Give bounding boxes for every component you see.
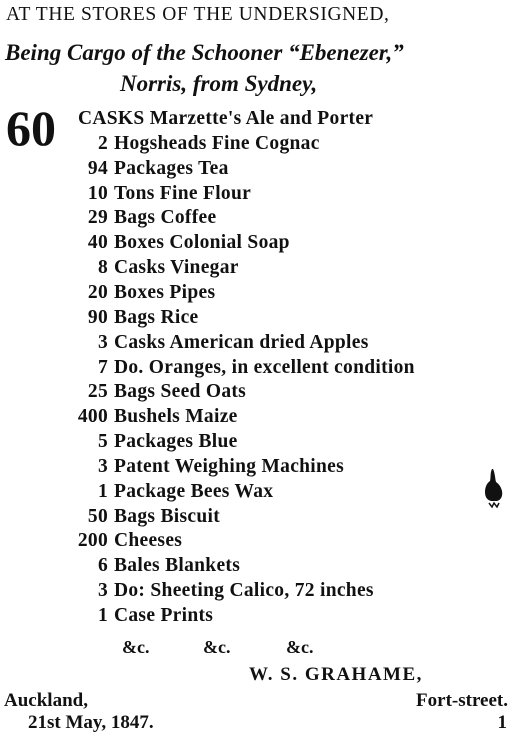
list-item — [97, 555, 241, 580]
list-item — [78, 108, 373, 133]
item-quantity: 2 — [97, 132, 108, 154]
item-description: Casks Vinegar — [114, 257, 239, 279]
item-quantity: 1 — [97, 480, 108, 502]
item-quantity: 3 — [97, 331, 108, 353]
list-item — [97, 580, 374, 605]
item-quantity: 40 — [87, 232, 108, 254]
item-quantity: 3 — [97, 455, 108, 477]
item-quantity: 90 — [87, 306, 108, 328]
etc-1: &c. — [122, 637, 150, 657]
etc-2: &c. — [203, 637, 231, 657]
signer: W. S. GRAHAME, — [249, 664, 423, 685]
item-description: Do. Oranges, in excellent condition — [114, 356, 415, 378]
item-description: Packages Blue — [114, 431, 238, 453]
item-description: Packages Tea — [114, 157, 229, 179]
item-description: Boxes Pipes — [114, 281, 216, 303]
item-description: Bales Blankets — [114, 555, 241, 577]
list-item — [87, 207, 217, 232]
item-description: Patent Weighing Machines — [114, 455, 345, 477]
item-quantity: 5 — [97, 431, 108, 453]
item-description: CASKS Marzette's Ale and Porter — [78, 108, 374, 129]
list-item — [87, 182, 252, 208]
item-quantity: 94 — [87, 157, 108, 179]
item-quantity: 1 — [97, 605, 108, 626]
item-description: Hogsheads Fine Cognac — [114, 132, 320, 154]
list-item — [97, 455, 345, 481]
item-quantity: 50 — [87, 505, 108, 527]
item-quantity: 20 — [87, 281, 108, 303]
list-item — [87, 505, 220, 531]
date: 21st May, 1847. — [28, 712, 154, 733]
item-description: Bushels Maize — [114, 406, 238, 428]
item-quantity: 8 — [97, 257, 108, 279]
headline: AT THE STORES OF THE UNDERSIGNED, — [6, 4, 390, 25]
list-item — [97, 331, 369, 357]
item-quantity: 7 — [97, 356, 108, 378]
item-quantity: 29 — [87, 207, 108, 229]
list-item — [97, 132, 320, 158]
subheading-line2: Norris, from Sydney, — [120, 71, 318, 96]
item-quantity: 400 — [77, 406, 108, 428]
list-item — [87, 232, 290, 257]
item-description: Bags Biscuit — [114, 505, 220, 527]
list-item — [97, 480, 274, 506]
item-description: Bags Seed Oats — [114, 381, 247, 403]
list-item — [77, 530, 183, 555]
item-description: Casks American dried Apples — [114, 331, 369, 353]
item-description: Do: Sheeting Calico, 72 inches — [114, 580, 374, 602]
item-description: Boxes Colonial Soap — [114, 232, 290, 254]
lead-quantity: 60 — [6, 100, 56, 156]
page-mark: 1 — [497, 712, 507, 733]
list-item — [97, 356, 415, 382]
item-quantity: 25 — [87, 381, 108, 403]
item-quantity: 3 — [97, 580, 108, 602]
list-item — [97, 605, 214, 630]
street: Fort-street. — [416, 690, 508, 711]
list-item — [87, 157, 229, 183]
item-quantity: 10 — [87, 182, 108, 204]
item-description: Tons Fine Flour — [114, 182, 252, 204]
list-item — [97, 257, 239, 282]
item-quantity: 6 — [97, 555, 108, 577]
item-quantity: 200 — [77, 530, 108, 552]
list-item — [87, 281, 216, 307]
list-item — [97, 431, 238, 456]
list-item — [77, 406, 238, 431]
item-description: Cheeses — [114, 530, 183, 552]
list-item — [87, 381, 247, 406]
place: Auckland, — [4, 690, 88, 711]
item-description: Package Bees Wax — [114, 480, 274, 502]
subheading-line1: Being Cargo of the Schooner “Ebenezer,” — [5, 40, 404, 65]
pointing-hand-icon — [483, 467, 505, 509]
list-item — [87, 306, 199, 332]
etc-3: &c. — [286, 637, 314, 657]
item-description: Bags Coffee — [114, 207, 217, 229]
item-description: Case Prints — [114, 605, 214, 626]
item-description: Bags Rice — [114, 306, 199, 328]
